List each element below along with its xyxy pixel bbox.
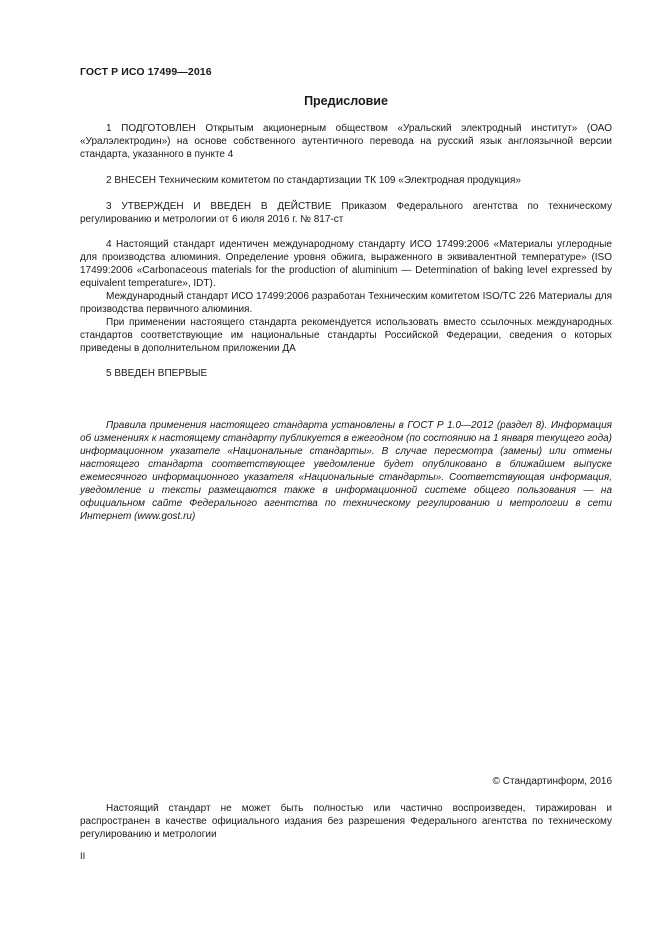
copyright-line: © Стандартинформ, 2016 [492,776,612,787]
rules-of-application-note: Правила применения настоящего стандарта установлены в ГОСТ Р 1.0—2012 (раздел 8). Информация об изменениях к настоящему стандарту публикуется в ежегодном (по состоянию на 1 января текущего года) информационном указателе «Национальные стандарты». В случае пересмотра (замены) или отмены настоящего стандарта соответствующее уведомление будет опубликовано в ближайшем выпуске ежемесячного информационного указателя «Национальные стандарты». Соответствующая информация, уведомление и тексты размещаются также в информационной системе общего пользования — на официальном сайте Федерального агентства по техническому регулированию и метрологии в сети Интернет (www.gost.ru) [80,420,612,522]
paragraph-introduced-first: 5 ВВЕДЕН ВПЕРВЫЕ [106,368,208,379]
paragraph-national-standards: При применении настоящего стандарта рекомендуется использовать вместо ссылочных международных стандартов соответствующие им национальные стандарты Российской Федерации, сведения о которых приведены в дополнительном приложении ДА [80,317,612,354]
paragraph-prepared-by: 1 ПОДГОТОВЛЕН Открытым акционерным обществом «Уральский электродный институт» (ОАО «Уралэлектродин») на основе собственного аутентичного перевода на русский язык англоязычной версии стандарта, указанного в пункте 4 [80,123,612,160]
page-number: II [80,851,86,862]
paragraph-approved: 3 УТВЕРЖДЕН И ВВЕДЕН В ДЕЙСТВИЕ Приказом Федерального агентства по техническому регулированию и метрологии от 6 июля 2016 г. № 817-ст [80,201,612,225]
reproduction-notice: Настоящий стандарт не может быть полностью или частично воспроизведен, тиражирован и распространен в качестве официального издания без разрешения Федерального агентства по техническому регулированию и метрологии [80,803,612,840]
paragraph-submitted-by: 2 ВНЕСЕН Техническим комитетом по стандартизации ТК 109 «Электродная продукция» [106,175,521,186]
standard-code-header: ГОСТ Р ИСО 17499—2016 [80,66,212,78]
page-title: Предисловие [304,94,388,108]
paragraph-identical-standard: 4 Настоящий стандарт идентичен международному стандарту ИСО 17499:2006 «Материалы углеродные для производства алюминия. Определение уровня обжига, выраженного в эквивалентной температуре» (ISO 17499:2006 «Carbonaceous materials for the production of aluminium — Determination of baking level expressed by equivalent temperature», IDT). [80,239,612,289]
paragraph-international-standard: Международный стандарт ИСО 17499:2006 разработан Техническим комитетом ISO/TC 226 Материалы для производства первичного алюминия. [80,291,612,315]
